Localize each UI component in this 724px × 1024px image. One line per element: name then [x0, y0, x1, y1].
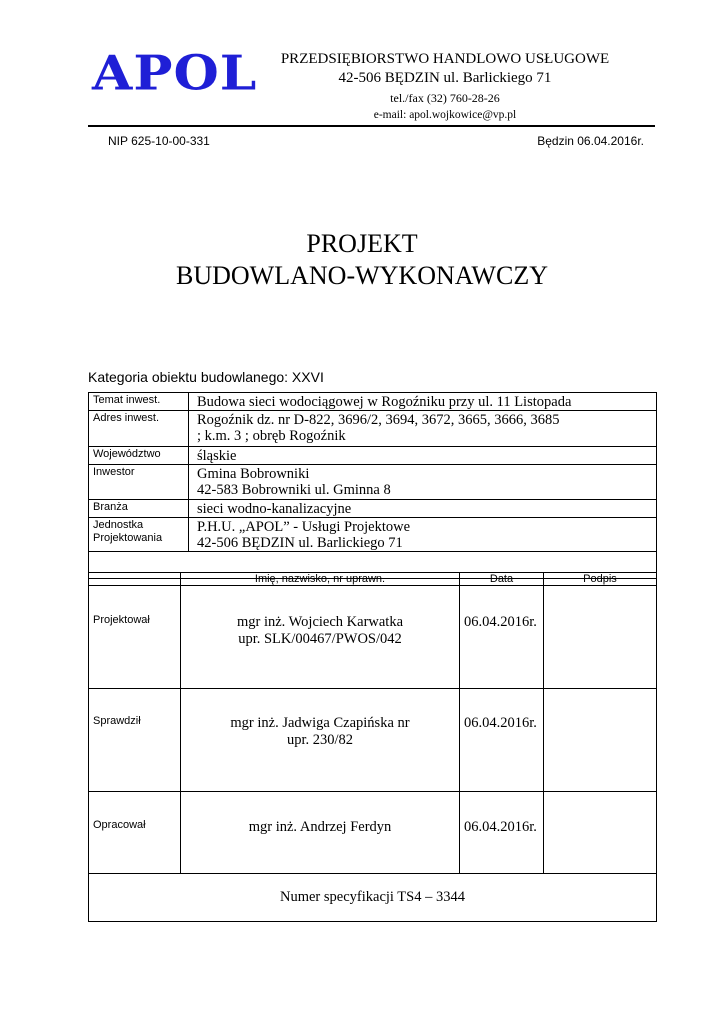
- person-name: mgr inż. Wojciech Karwatka: [236, 614, 404, 630]
- project-info-table: [88, 392, 657, 579]
- jednostka-label-line-2: Projektowania: [93, 532, 163, 544]
- table-row: [89, 447, 657, 465]
- signature-cell: [544, 689, 657, 792]
- person-name: mgr inż. Jadwiga Czapińska nr: [230, 715, 410, 731]
- company-name: PRZEDSIĘBIORSTWO HANDLOWO USŁUGOWE: [280, 51, 610, 67]
- header-divider: [88, 125, 655, 127]
- table-row: [89, 411, 657, 447]
- header-empty-cell: [89, 573, 181, 586]
- jednostka-label: [89, 518, 189, 552]
- table-row: [89, 465, 657, 500]
- title-line-1: PROJEKT: [306, 229, 418, 258]
- adres-value: [189, 411, 657, 447]
- nip-number: NIP 625-10-00-331: [108, 134, 210, 148]
- column-header-signature: Podpis: [544, 573, 657, 586]
- person-license: upr. 230/82: [286, 732, 354, 748]
- person-name: mgr inż. Andrzej Ferdyn: [248, 819, 392, 835]
- jednostka-label-line-1: Jednostka: [93, 519, 144, 531]
- building-category: Kategoria obiektu budowlanego: XXVI: [88, 369, 324, 385]
- role-cell: Projektował: [89, 586, 181, 689]
- inwestor-line-2: 42-583 Bobrowniki ul. Gminna 8: [197, 482, 391, 498]
- document-date: Będzin 06.04.2016r.: [537, 134, 644, 148]
- signatures-table: [88, 572, 657, 922]
- adres-line-1: Rogoźnik dz. nr D-822, 3696/2, 3694, 3672, 3665, 3666, 3685: [197, 412, 560, 428]
- company-email: e-mail: apol.wojkowice@vp.pl: [373, 109, 517, 121]
- signature-cell: [544, 586, 657, 689]
- branza-value: sieci wodno-kanalizacyjne: [189, 500, 657, 518]
- signatures-header-row: [89, 573, 657, 586]
- temat-value: Budowa sieci wodociągowej w Rogoźniku przy ul. 11 Listopada: [189, 393, 657, 411]
- wojewodztwo-value: śląskie: [189, 447, 657, 465]
- person-license: upr. SLK/00467/PWOS/042: [238, 631, 402, 647]
- specification-number: Numer specyfikacji TS4 – 3344: [89, 874, 657, 922]
- table-row: [89, 792, 657, 874]
- company-address: 42-506 BĘDZIN ul. Barlickiego 71: [338, 70, 552, 86]
- jednostka-line-2: 42-506 BĘDZIN ul. Barlickiego 71: [197, 535, 403, 551]
- column-header-name: Imię, nazwisko, nr uprawn.: [181, 573, 460, 586]
- table-row: [89, 518, 657, 552]
- adres-label: Adres inwest.: [89, 411, 189, 447]
- inwestor-value: [189, 465, 657, 500]
- company-phone: tel./fax (32) 760-28-26: [390, 91, 500, 105]
- date-cell: 06.04.2016r.: [460, 792, 544, 874]
- title-line-2: BUDOWLANO-WYKONAWCZY: [176, 261, 548, 290]
- temat-label: Temat inwest.: [89, 393, 189, 411]
- wojewodztwo-label: Województwo: [89, 447, 189, 465]
- role-cell: Sprawdził: [89, 689, 181, 792]
- inwestor-label: Inwestor: [89, 465, 189, 500]
- company-logo: APOL: [92, 45, 258, 102]
- person-cell: [181, 792, 460, 874]
- column-header-date: Data: [460, 573, 544, 586]
- date-cell: 06.04.2016r.: [460, 689, 544, 792]
- adres-line-2: ; k.m. 3 ; obręb Rogoźnik: [197, 428, 346, 444]
- table-row: [89, 586, 657, 689]
- branza-label: Branża: [89, 500, 189, 518]
- signature-cell: [544, 792, 657, 874]
- role-cell: Opracował: [89, 792, 181, 874]
- person-cell: [181, 586, 460, 689]
- table-row: [89, 689, 657, 792]
- specification-row: [89, 874, 657, 922]
- company-header: [250, 50, 640, 124]
- inwestor-line-1: Gmina Bobrowniki: [197, 466, 310, 482]
- document-title: [0, 228, 724, 292]
- person-cell: [181, 689, 460, 792]
- jednostka-line-1: P.H.U. „APOL” - Usługi Projektowe: [197, 519, 411, 535]
- table-row: [89, 393, 657, 411]
- jednostka-value: [189, 518, 657, 552]
- table-row: [89, 500, 657, 518]
- date-cell: 06.04.2016r.: [460, 586, 544, 689]
